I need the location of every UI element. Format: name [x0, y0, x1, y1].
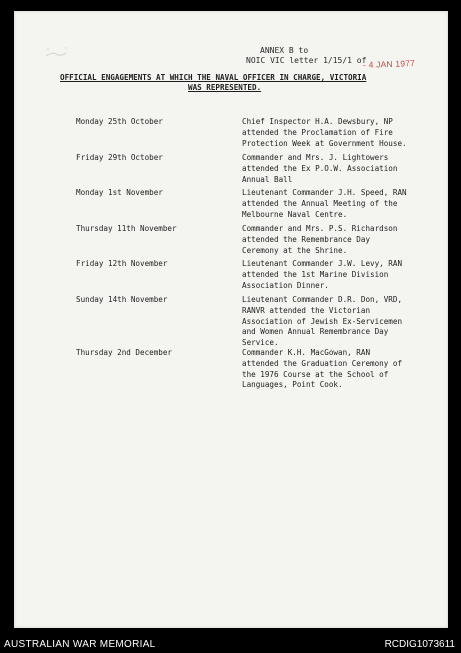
engagement-date: Sunday 14th November: [76, 295, 168, 304]
title-line-2: WAS REPRESENTED.: [188, 82, 262, 92]
engagement-description: [242, 348, 452, 391]
engagement-date: Friday 12th November: [76, 259, 168, 268]
engagement-date: Monday 1st November: [76, 188, 163, 197]
engagement-description: [242, 153, 452, 185]
engagement-description-line: Protection Week at Government House.: [242, 138, 407, 148]
engagement-description-line: Commander and Mrs. P.S. Richardson: [242, 224, 398, 233]
engagement-description-line: attended the Remembrance Day: [242, 234, 371, 244]
engagement-date: Thursday 2nd December: [76, 348, 173, 357]
engagement-date: Monday 25th October: [76, 117, 163, 126]
engagement-description-line: attended the Proclamation of Fire: [242, 127, 393, 137]
engagement-description-line: attended the Graduation Ceremony of: [242, 358, 403, 368]
engagement-description-line: Melbourne Naval Centre.: [242, 209, 348, 219]
annex-line-2: NOIC VIC letter 1/15/1 of: [246, 56, 367, 65]
engagement-description-line: Association of Jewish Ex-Servicemen: [242, 316, 403, 326]
engagement-description-line: Association Dinner.: [242, 280, 329, 290]
engagement-date: Thursday 11th November: [76, 224, 177, 233]
engagement-description: [242, 188, 452, 220]
engagement-description: [242, 295, 452, 349]
annex-line-1: ANNEX B to: [260, 46, 309, 55]
engagement-description-line: Lieutenant Commander J.W. Levy, RAN: [242, 259, 403, 268]
engagement-description-line: Chief Inspector H.A. Dewsbury, NP: [242, 117, 393, 126]
engagement-description-line: and Women Annual Remembrance Day: [242, 327, 389, 337]
engagement-description: [242, 259, 452, 291]
engagement-description-line: Lieutenant Commander J.H. Speed, RAN: [242, 188, 407, 197]
engagement-description-line: attended the Annual Meeting of the: [242, 198, 398, 208]
footer-bar: [0, 628, 461, 653]
date-stamp: - 4 JAN 1977: [362, 58, 416, 70]
engagement-description-line: Languages, Point Cook.: [242, 380, 343, 390]
engagement-description-line: attended the 1st Marine Division: [242, 269, 389, 279]
annex-reference: [246, 46, 366, 66]
engagement-description-line: Annual Ball: [242, 174, 293, 184]
engagement-description-line: Ceremony at the Shrine.: [242, 245, 348, 255]
engagement-description-line: Commander and Mrs. J. Lightowers: [242, 153, 389, 162]
engagement-description-line: the 1976 Course at the School of: [242, 369, 389, 379]
engagement-description-line: Lieutenant Commander D.R. Don, VRD,: [242, 295, 403, 304]
engagement-description-line: Commander K.H. MacGowan, RAN: [242, 348, 371, 357]
engagement-description-line: RANVR attended the Victorian: [242, 305, 371, 315]
engagement-date: Friday 29th October: [76, 153, 163, 162]
document-title: [60, 73, 420, 92]
footer-institution: AUSTRALIAN WAR MEMORIAL: [4, 639, 156, 650]
engagement-description: [242, 224, 452, 256]
title-line-1: OFFICIAL ENGAGEMENTS AT WHICH THE NAVAL OFFICER IN CHARGE, VICTORIA: [60, 73, 367, 82]
engagement-description-line: Service.: [242, 338, 279, 348]
engagement-description-line: attended the Ex P.O.W. Association: [242, 163, 398, 173]
engagement-description: [242, 117, 452, 149]
paper-scuff-mark: [42, 44, 72, 64]
footer-record-id: RCDIG1073611: [384, 639, 455, 650]
